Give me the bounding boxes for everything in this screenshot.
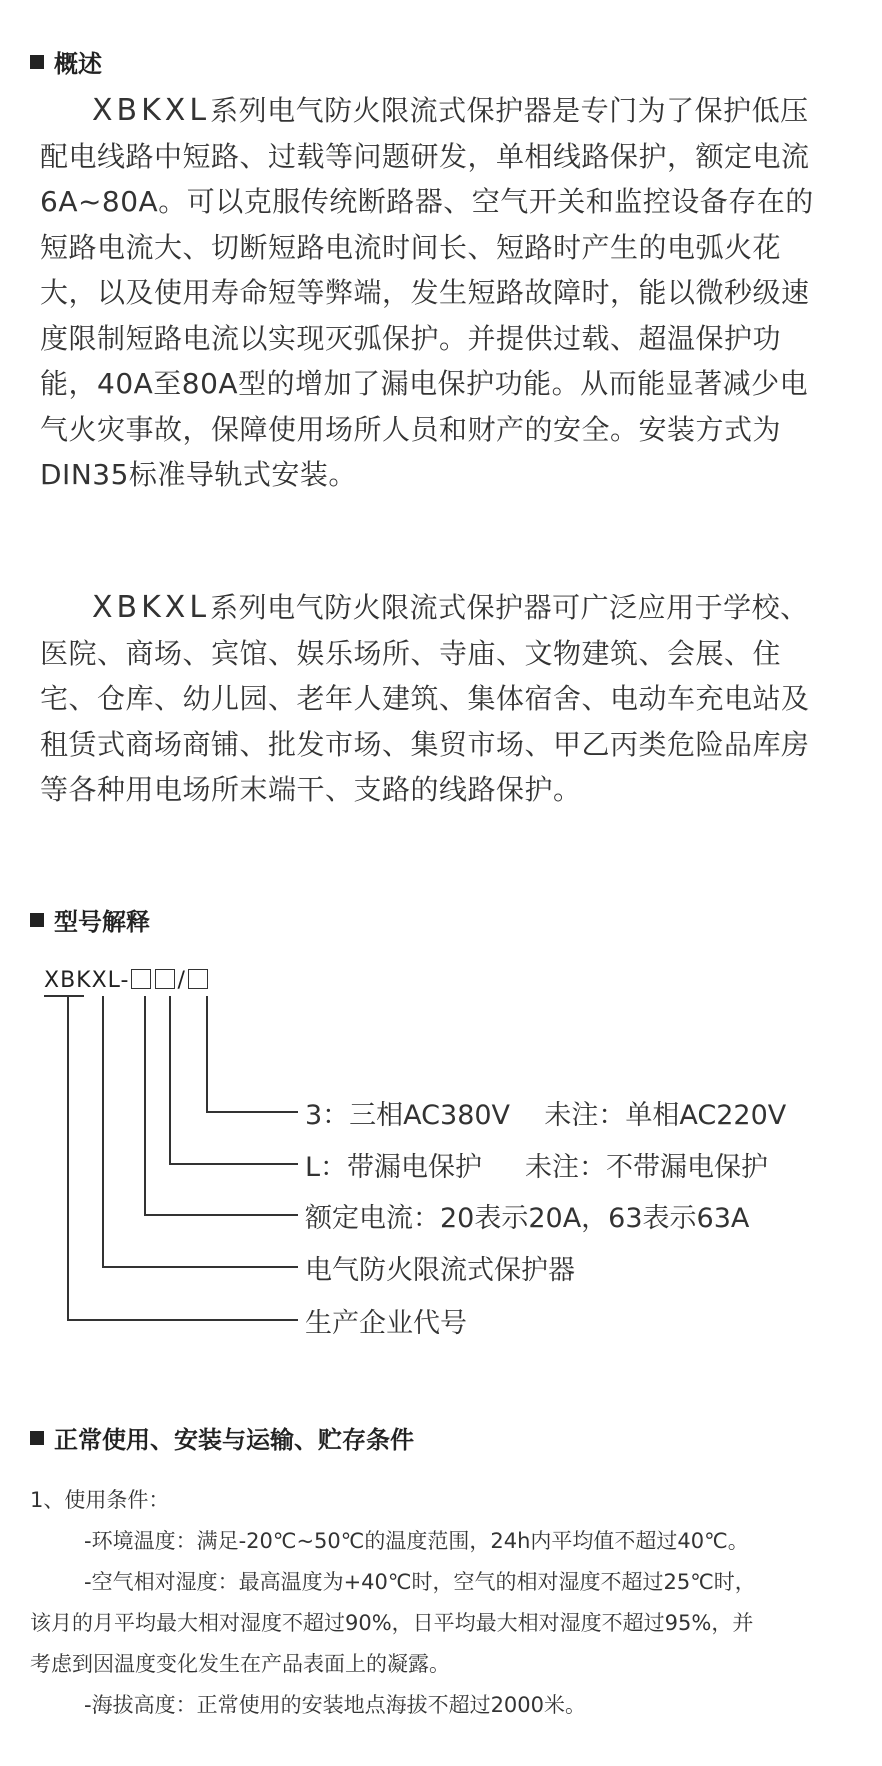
diagram-label-phase: 3：三相AC380V 未注：单相AC220V <box>305 1100 787 1131</box>
placeholder-box-icon <box>188 969 208 989</box>
brand-name: XBKXL <box>92 93 211 128</box>
diagram-label-company: 生产企业代号 <box>305 1308 467 1339</box>
square-bullet-icon <box>30 1431 44 1445</box>
overview-paragraph-1-text: 系列电气防火限流式保护器是专门为了保护低压配电线路中短路、过载等问题研发，单相线路保护，额定电流6A~80A。可以克服传统断路器、空气开关和监控设备存在的短路电流大、切断短路电流时间长、短路时产生的电弧火花大，以及使用寿命短等弊端，发生短路故障时，能以微秒级速度限制短路电流以实现灭弧保护。并提供过载、超温保护功能，40A至80A型的增加了漏电保护功能。从而能显著减少电气火灾事故，保障使用场所人员和财产的安全。安装方式为DIN35标准导轨式安装。 <box>40 94 814 491</box>
square-bullet-icon <box>30 913 44 927</box>
model-heading <box>30 902 150 937</box>
brand-name: XBKXL <box>92 590 211 625</box>
conditions-humidity-line3: 考虑到因温度变化发生在产品表面上的凝露。 <box>30 1652 450 1676</box>
conditions-humidity-line2: 该月的月平均最大相对湿度不超过90%，日平均最大相对湿度不超过95%，并 <box>30 1611 754 1635</box>
conditions-item1-title: 1、使用条件： <box>30 1488 170 1512</box>
conditions-heading-text: 正常使用、安装与运输、贮存条件 <box>54 1426 414 1454</box>
model-code <box>44 968 210 993</box>
diagram-label-leak: L：带漏电保护 未注：不带漏电保护 <box>305 1152 768 1183</box>
overview-heading-text: 概述 <box>54 50 102 78</box>
leader-line-product <box>103 996 298 1267</box>
placeholder-box-icon <box>155 969 175 989</box>
model-code-prefix: XBK <box>44 968 92 993</box>
conditions-env-temp: -环境温度：满足-20℃~50℃的温度范围，24h内平均值不超过40℃。 <box>84 1529 749 1553</box>
leader-line-current <box>145 996 298 1215</box>
overview-paragraph-2-text: 系列电气防火限流式保护器可广泛应用于学校、医院、商场、宾馆、娱乐场所、寺庙、文物建筑、会展、住宅、仓库、幼儿园、老年人建筑、集体宿舍、电动车充电站及租赁式商场商铺、批发市场、集贸市场、甲乙丙类危险品库房等各种用电场所末端干、支路的线路保护。 <box>40 591 810 806</box>
placeholder-box-icon <box>131 969 151 989</box>
conditions-humidity-line1: -空气相对湿度：最高温度为+40℃时，空气的相对湿度不超过25℃时， <box>84 1570 756 1594</box>
conditions-altitude: -海拔高度：正常使用的安装地点海拔不超过2000米。 <box>84 1693 587 1717</box>
conditions-heading <box>30 1420 414 1455</box>
diagram-label-current: 额定电流：20表示20A，63表示63A <box>305 1203 750 1234</box>
leader-line-leak <box>170 996 298 1164</box>
overview-paragraph-1 <box>40 88 820 498</box>
model-heading-text: 型号解释 <box>54 908 150 936</box>
model-code-mid: XL- <box>91 968 130 993</box>
overview-heading <box>30 44 102 79</box>
conditions-body <box>30 1480 830 1726</box>
diagram-label-product: 电气防火限流式保护器 <box>305 1255 575 1286</box>
leader-line-phase <box>207 996 298 1112</box>
leader-line-company <box>68 996 298 1320</box>
square-bullet-icon <box>30 55 44 69</box>
model-code-slash: / <box>177 968 186 993</box>
overview-paragraph-2 <box>40 585 820 813</box>
